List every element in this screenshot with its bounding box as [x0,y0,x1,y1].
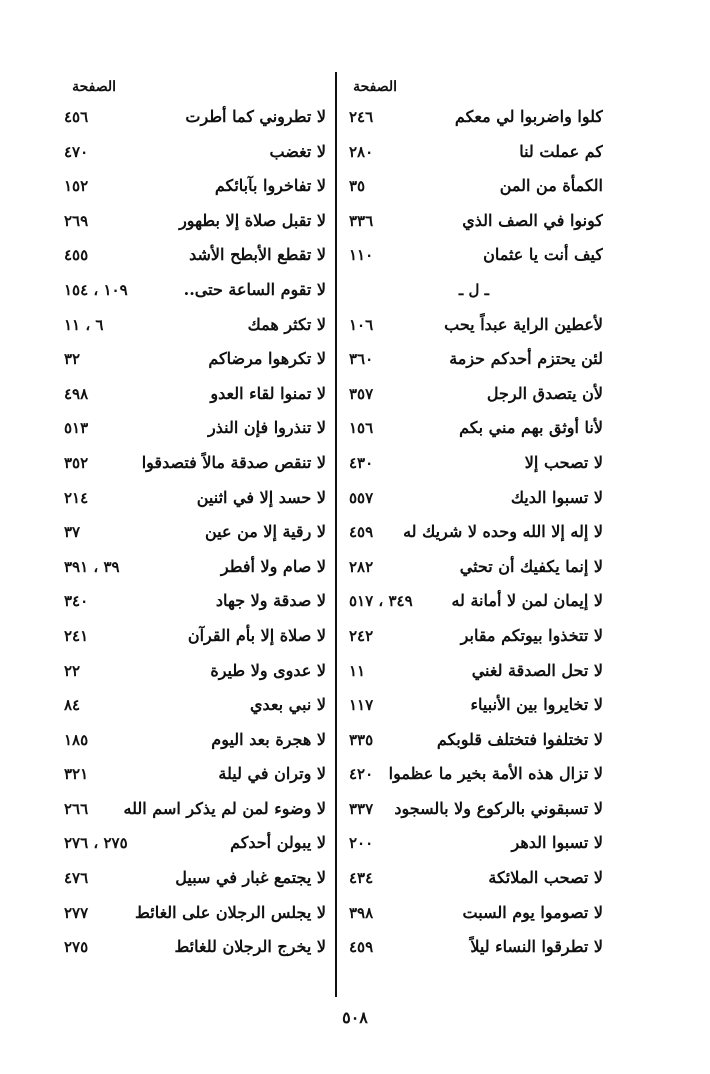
entry-page-number: ٢٤١ [64,626,89,645]
entry-page-number: ١٠٦ [349,315,374,334]
entry-text: لا يجلس الرجلان على الغائط [135,902,326,922]
left-column [60,74,326,965]
entry-text: كيف أنت يا عثمان [483,245,603,265]
entry-text: لا تسبوا الدهر [511,833,603,853]
entry-text: لا تخايروا بين الأنبياء [470,695,603,715]
index-entry [60,273,326,308]
right-column [345,74,603,965]
entry-text: الكمأة من المن [499,176,603,196]
entry-page-number: ٢٢ [64,661,81,680]
entry-page-number: ٢٦٦ [64,799,89,818]
entry-text: لا إنما يكفيك أن تحثي [459,556,603,576]
entry-page-number: ٢١٤ [64,488,89,507]
entry-text: لا تنقص صدقة مالاً فتصدقوا [141,452,326,472]
index-entry [345,204,603,239]
entry-page-number: ٣٢ [64,350,81,369]
index-entry [60,100,326,135]
index-entry [345,723,603,758]
entry-page-number: ٢٨٢ [349,557,374,576]
entry-text: لا تصحب الملائكة [488,868,603,888]
entry-page-number: ٣٤٩ ، ٥١٧ [349,592,413,611]
entry-page-number: ٥١٣ [64,419,89,438]
entry-page-number: ٤٣٤ [349,869,374,888]
index-entry [60,757,326,792]
index-entry [345,584,603,619]
entry-page-number: ٣٥٢ [64,453,89,472]
entry-text: لا تصحب إلا [524,452,603,472]
right-column-header: الصفحة [353,79,397,95]
index-entry [345,377,603,412]
entry-text: لأعطين الراية عبداً يحب [444,314,603,334]
entry-page-number: ١١ [349,661,366,680]
entry-page-number: ٤٧٠ [64,142,89,161]
entry-text: لا صدقة ولا جهاد [215,591,326,611]
entry-page-number: ٥٥٧ [349,488,374,507]
index-entry [60,481,326,516]
entry-page-number: ٣٢١ [64,765,89,784]
entry-text: لا تغضب [269,141,326,161]
entry-page-number: ٤٥٩ [349,938,374,957]
index-entry [345,930,603,965]
entry-text: لا تقطع الأبطح الأشد [189,245,326,265]
entry-text: لا تقوم الساعة حتى.. [183,279,326,299]
index-entry [345,792,603,827]
entry-page-number: ٣٥ [349,177,366,196]
index-entry [345,550,603,585]
index-entry [345,619,603,654]
index-entry [345,446,603,481]
entry-text: لا تنذروا فإن النذر [208,418,326,438]
entry-page-number: ٣٣٦ [349,211,374,230]
entry-page-number: ٢٧٧ [64,903,89,922]
index-entry [345,654,603,689]
entry-page-number: ١١٧ [349,696,374,715]
entry-text: لا صلاة إلا بأم القرآن [187,625,326,645]
index-entry [60,584,326,619]
entry-page-number: ٤٩٨ [64,384,89,403]
entry-text: لئن يحتزم أحدكم حزمة [449,349,603,369]
entry-text: كلوا واضربوا لي معكم [454,107,603,126]
index-entry [60,515,326,550]
entry-text: لا تمنوا لقاء العدو [210,383,326,403]
entry-text: لا تتخذوا بيوتكم مقابر [460,625,603,645]
entry-page-number: ٢٠٠ [349,834,374,853]
page-number: ٥٠٨ [342,1008,368,1027]
index-entry [60,930,326,965]
entry-text: لا تكرهوا مرضاكم [208,349,326,369]
column-divider [335,72,337,997]
index-entry [60,861,326,896]
entry-text: لا عدوى ولا طيرة [210,660,326,680]
entry-text: لا رقية إلا من عين [204,522,326,542]
entry-page-number: ٢٨٠ [349,142,374,161]
index-entry [345,411,603,446]
entry-page-number: ٦ ، ١١ [64,315,104,334]
entry-page-number: ٣٩٨ [349,903,374,922]
index-entry [345,135,603,170]
entry-page-number: ٣٥٧ [349,384,374,403]
index-entry [345,481,603,516]
entry-text: لا إيمان لمن لا أمانة له [451,591,603,611]
letter-heading [345,273,603,308]
index-entry [60,308,326,343]
index-entry [345,861,603,896]
entry-text: لا وتران في ليلة [218,764,326,784]
entry-text: لأنا أوثق بهم مني بكم [459,418,603,438]
entry-page-number: ٣٤٠ [64,592,89,611]
entry-text: لا تسبوا الديك [510,487,603,507]
index-entry [60,826,326,861]
index-entry [60,342,326,377]
entry-page-number: ٢٧٥ ، ٢٧٦ [64,834,128,853]
entry-text: لا صام ولا أفطر [220,556,326,576]
entry-page-number: ٣٣٥ [349,730,374,749]
entry-page-number: ٣٣٧ [349,799,374,818]
entry-page-number: ٣٩ ، ٣٩١ [64,557,120,576]
entry-page-number: ٨٤ [64,696,81,715]
index-entry [60,654,326,689]
index-entry [345,896,603,931]
entry-text: كم عملت لنا [519,141,603,161]
entry-page-number: ١٥٦ [349,419,374,438]
entry-page-number: ٤٥٦ [64,108,89,126]
entry-text: لا تزال هذه الأمة بخير ما عظموا [388,764,603,784]
entry-page-number: ٣٦٠ [349,350,374,369]
index-entry [60,377,326,412]
entry-page-number: ٤٥٥ [64,246,89,265]
entry-page-number: ١١٠ [349,246,374,265]
entry-text: لا تحل الصدقة لغني [471,660,603,680]
entry-text: لا تختلفوا فتختلف قلوبكم [436,729,603,749]
entry-text: كونوا في الصف الذي [462,210,603,230]
entry-page-number: ٢٤٢ [349,626,374,645]
entry-page-number: ١٨٥ [64,730,89,749]
index-entry [345,757,603,792]
index-entry [60,135,326,170]
index-entry [60,169,326,204]
entry-text: ـ ل ـ [458,280,490,299]
entry-page-number: ٤٣٠ [349,453,374,472]
index-entry [60,619,326,654]
entry-page-number: ١٥٢ [64,177,89,196]
entry-text: لا تطرقوا النساء ليلاً [470,937,603,957]
entry-text: لا نبي بعدي [250,695,326,715]
entry-page-number: ١٠٩ ، ١٥٤ [64,280,128,299]
index-entry [345,515,603,550]
entry-page-number: ٢٦٩ [64,211,89,230]
entry-text: لا تكثر همك [247,314,326,334]
left-column-header: الصفحة [72,79,116,95]
entry-text: لا تصوموا يوم السبت [462,902,603,922]
entry-page-number: ٤٢٠ [349,765,374,784]
entry-text: لا وضوء لمن لم يذكر اسم الله [123,798,326,818]
index-entry [60,238,326,273]
index-entry [345,342,603,377]
index-entry [345,100,603,135]
index-entry [60,688,326,723]
index-entry [345,238,603,273]
index-entry [345,688,603,723]
index-entry [345,826,603,861]
index-entry [60,446,326,481]
entry-page-number: ٣٧ [64,523,81,542]
index-entry [345,169,603,204]
entry-text: لا تقبل صلاة إلا بطهور [179,210,326,230]
entry-text: لا إله إلا الله وحده لا شريك له [403,522,603,542]
entry-text: لا هجرة بعد اليوم [211,729,326,749]
entry-page-number: ٤٧٦ [64,869,89,888]
index-entry [60,723,326,758]
index-entry [60,411,326,446]
entry-page-number: ٢٤٦ [349,108,374,126]
left-entry-list [60,100,326,965]
entry-page-number: ٢٧٥ [64,938,89,957]
entry-text: لا يجتمع غبار في سبيل [175,868,326,888]
entry-page-number: ٤٥٩ [349,523,374,542]
entry-text: لا تسبقوني بالركوع ولا بالسجود [394,798,603,818]
entry-text: لا تطروني كما أطرت [185,107,326,126]
entry-text: لا يبولن أحدكم [230,833,326,853]
index-entry [60,550,326,585]
index-entry [60,896,326,931]
index-entry [60,204,326,239]
entry-text: لا يخرج الرجلان للغائط [174,937,326,957]
entry-text: لأن يتصدق الرجل [486,383,603,403]
index-entry [345,308,603,343]
right-entry-list [345,100,603,965]
entry-text: لا حسد إلا في اثنين [196,487,326,507]
entry-text: لا تفاخروا بآبائكم [214,176,326,196]
index-entry [60,792,326,827]
